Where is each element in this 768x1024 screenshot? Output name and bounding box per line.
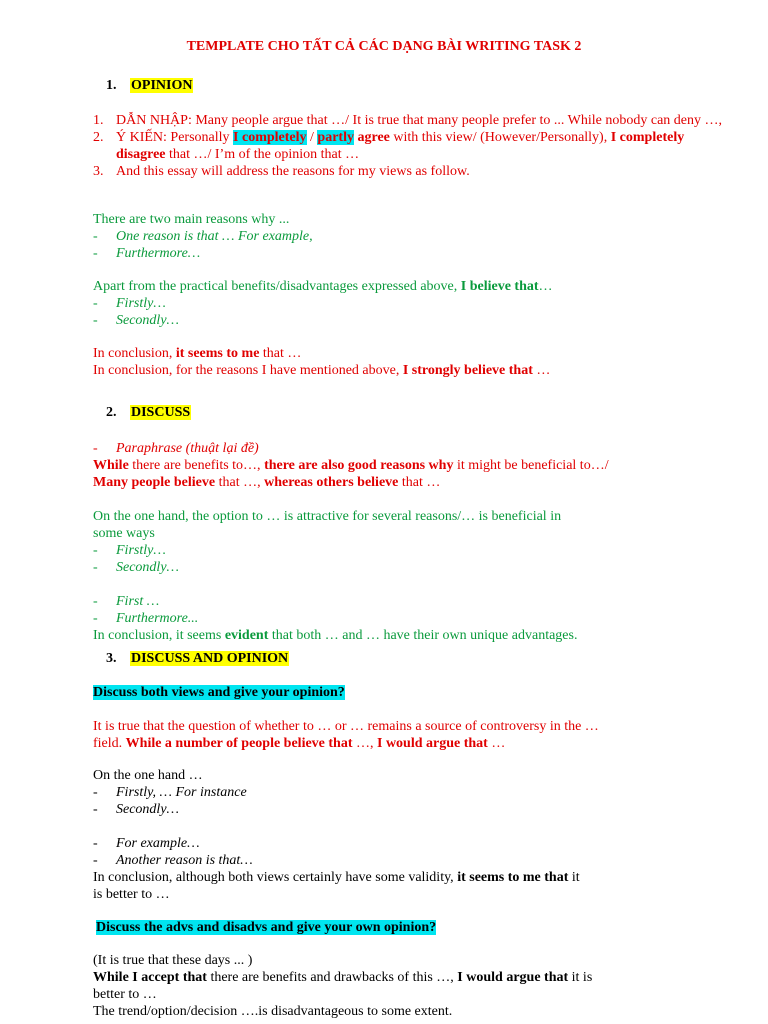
list-item: - Firstly, … For instance <box>93 785 247 800</box>
list-item: - Secondly… <box>93 313 179 328</box>
list-item: - Firstly… <box>93 543 166 558</box>
body1-lead: There are two main reasons why ... <box>93 212 290 227</box>
list-item: - For example… <box>93 836 200 851</box>
discuss-intro: - Paraphrase (thuật lại đề) While there are benefits to…, there are also good reasons why it might be beneficial to…/ Many people believe that …, whereas others believe that … <box>93 440 733 491</box>
section-title-discuss: DISCUSS <box>131 405 191 420</box>
intro-item-3: 3. And this essay will address the reasons for my views as follow. <box>93 164 470 179</box>
section-heading-opinion: 1. OPINION <box>106 78 193 93</box>
opinion-body-1 <box>93 211 733 262</box>
opinion-conclusion: In conclusion, it seems to me that … In conclusion, for the reasons I have mentioned above, I strongly believe that … <box>93 346 551 378</box>
list-item: - Secondly… <box>93 802 179 817</box>
do-intro: It is true that the question of whether to … or … remains a source of controversy in the … field. While a number of people believe that …, I would argue that … <box>93 719 599 751</box>
section-heading-discuss: 2. DISCUSS <box>106 405 191 420</box>
list-item: - Furthermore... <box>93 611 199 626</box>
list-item: - One reason is that … For example, <box>93 229 313 244</box>
list-item: - Another reason is that… <box>93 853 253 868</box>
list-item: - First … <box>93 594 160 609</box>
q2-template: (It is true that these days ... ) While I accept that there are benefits and drawbacks of this …, I would argue that it is better to … The trend/option/decision ….is disadvantageous to some extent. <box>93 953 593 1019</box>
opinion-intro-list <box>93 112 733 180</box>
list-item: - Paraphrase (thuật lại đề) <box>93 441 259 456</box>
discuss-conclusion: In conclusion, it seems evident that both … and … have their own unique advantages. <box>93 628 578 643</box>
do-body: On the one hand … - Firstly, … For instance - Secondly… - For example… - Another reason is that… In conclusion, although both views certainly have some validity, it seems to me that it is better to … <box>93 767 733 903</box>
opinion-body-2 <box>93 278 733 329</box>
intro-item-2: 2. Ý KIẾN: Personally I completely / partly agree with this view/ (However/Personally), I completely disagree that …/ I’m of the opinion that … <box>93 130 685 162</box>
highlight-partly: partly <box>317 130 354 145</box>
list-item: - Furthermore… <box>93 246 201 261</box>
document-title: TEMPLATE CHO TẤT CẢ CÁC DẠNG BÀI WRITING TASK 2 <box>186 39 582 54</box>
body2-lead: Apart from the practical benefits/disadvantages expressed above, I believe that… <box>93 279 553 294</box>
section-heading-discuss-opinion: 3. DISCUSS AND OPINION <box>106 651 289 666</box>
question-1: Discuss both views and give your opinion? <box>93 685 345 700</box>
discuss-body: On the one hand, the option to … is attractive for several reasons/… is beneficial in some ways - Firstly… - Secondly… - First … - Furthermore... In conclusion, it seems evident that both … and … have their own unique advantages. <box>93 508 733 644</box>
list-item: - Secondly… <box>93 560 179 575</box>
section-title-discuss-opinion: DISCUSS AND OPINION <box>131 651 289 666</box>
list-item: - Firstly… <box>93 296 166 311</box>
highlight-completely: I completely <box>233 130 307 145</box>
section-title-opinion: OPINION <box>131 78 193 93</box>
do-conclusion: In conclusion, although both views certainly have some validity, it seems to me that it <box>93 870 580 885</box>
question-2: Discuss the advs and disadvs and give your own opinion? <box>96 920 437 935</box>
intro-item-1: 1. DẪN NHẬP: Many people argue that …/ It is true that many people prefer to ... While nobody can deny …, <box>93 113 723 128</box>
